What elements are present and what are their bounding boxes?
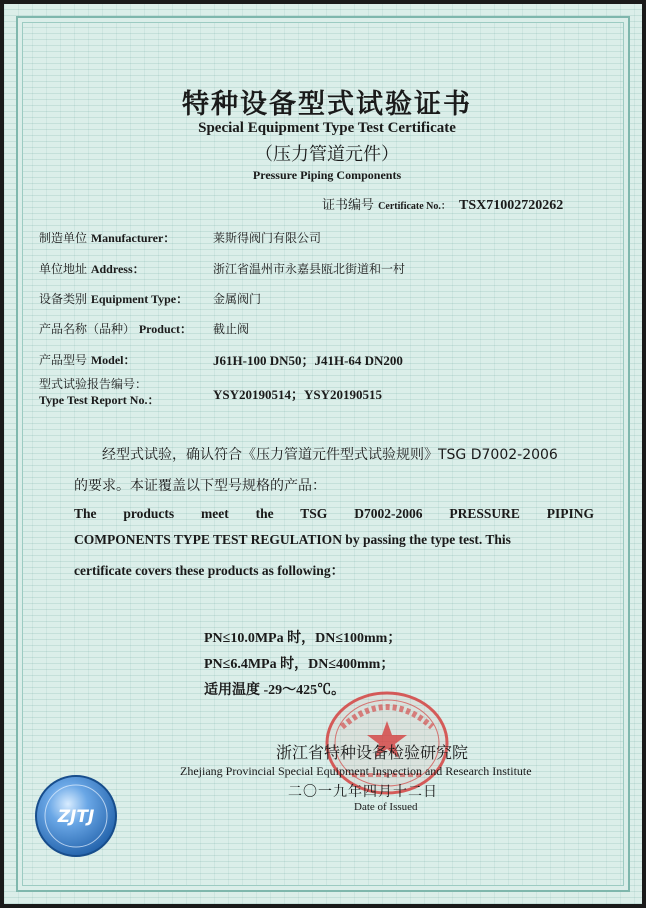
spec-line-2: PN≤6.4MPa 时，DN≤400mm； — [204, 657, 395, 672]
address-label-cn: 单位地址 — [39, 262, 88, 276]
address-value: 浙江省温州市永嘉县瓯北街道和一村 — [213, 262, 406, 276]
model-label-en: Model： — [90, 353, 136, 367]
spec-line-1: PN≤10.0MPa 时，DN≤100mm； — [204, 631, 402, 646]
report-no-label-en-text: Type Test Report No.： — [39, 393, 160, 407]
spec-line-3: 适用温度 -29～425℃。 — [204, 683, 346, 698]
report-no-label-en — [39, 391, 159, 408]
issue-date-label-en: Date of Issued — [354, 801, 418, 813]
certificate-number-label-en: Certificate No.： — [378, 201, 451, 212]
certificate-title-en: Special Equipment Type Test Certificate — [198, 120, 456, 136]
manufacturer-label-en: Manufacturer： — [90, 231, 176, 245]
address-label-en: Address： — [90, 262, 145, 276]
equipment-type-label-cn: 设备类别 — [39, 292, 88, 306]
equipment-type-value: 金属阀门 — [213, 292, 262, 306]
certificate-number-label-cn: 证书编号 — [322, 198, 375, 213]
model-value: J61H-100 DN50；J41H-64 DN200 — [213, 353, 403, 368]
hologram-sticker-icon — [34, 774, 118, 858]
manufacturer-value: 莱斯得阀门有限公司 — [213, 231, 322, 245]
statement-cn-line2: 的要求。本证覆盖以下型号规格的产品： — [74, 478, 326, 494]
model-label-cn: 产品型号 — [39, 353, 88, 367]
certificate-title-cn: 特种设备型式试验证书 — [182, 89, 472, 120]
report-no-label-cn: 型式试验报告编号： — [39, 377, 148, 391]
issuer-name-cn: 浙江省特种设备检验研究院 — [276, 743, 469, 762]
certificate — [4, 4, 642, 904]
product-label-cn: 产品名称（品种） — [39, 322, 136, 336]
manufacturer-label-cn: 制造单位 — [39, 231, 88, 245]
report-no-value: YSY20190514；YSY20190515 — [213, 387, 383, 402]
issuer-name-en: Zhejiang Provincial Special Equipment Inspection and Research Institute — [180, 764, 532, 778]
hologram-text: ZJTJ — [57, 807, 95, 827]
issue-date-cn: 二〇一九年四月十二日 — [288, 784, 438, 800]
statement-en-line3: certificate covers these products as following： — [74, 563, 345, 578]
certificate-subtitle-en: Pressure Piping Components — [252, 168, 402, 182]
product-label — [39, 320, 192, 337]
equipment-type-label-en: Equipment Type： — [90, 292, 189, 306]
statement-en-line2: COMPONENTS TYPE TEST REGULATION by passing the type test. This — [74, 532, 511, 547]
product-value: 截止阀 — [213, 322, 250, 336]
certificate-subtitle-cn: （压力管道元件） — [255, 144, 399, 165]
manufacturer-label — [39, 229, 175, 246]
statement-cn-line1: 经型式试验，确认符合《压力管道元件型式试验规则》TSG D7002-2006 — [102, 447, 558, 463]
equipment-type-label — [39, 290, 188, 307]
product-label-en: Product： — [138, 322, 192, 336]
certificate-number-value: TSX71002720262 — [459, 198, 564, 213]
model-label — [39, 351, 136, 368]
certificate-number — [322, 194, 563, 214]
statement-en-line1: The products meet the TSG D7002-2006 PRESSURE PIPING — [74, 506, 594, 521]
address-label — [39, 260, 145, 277]
